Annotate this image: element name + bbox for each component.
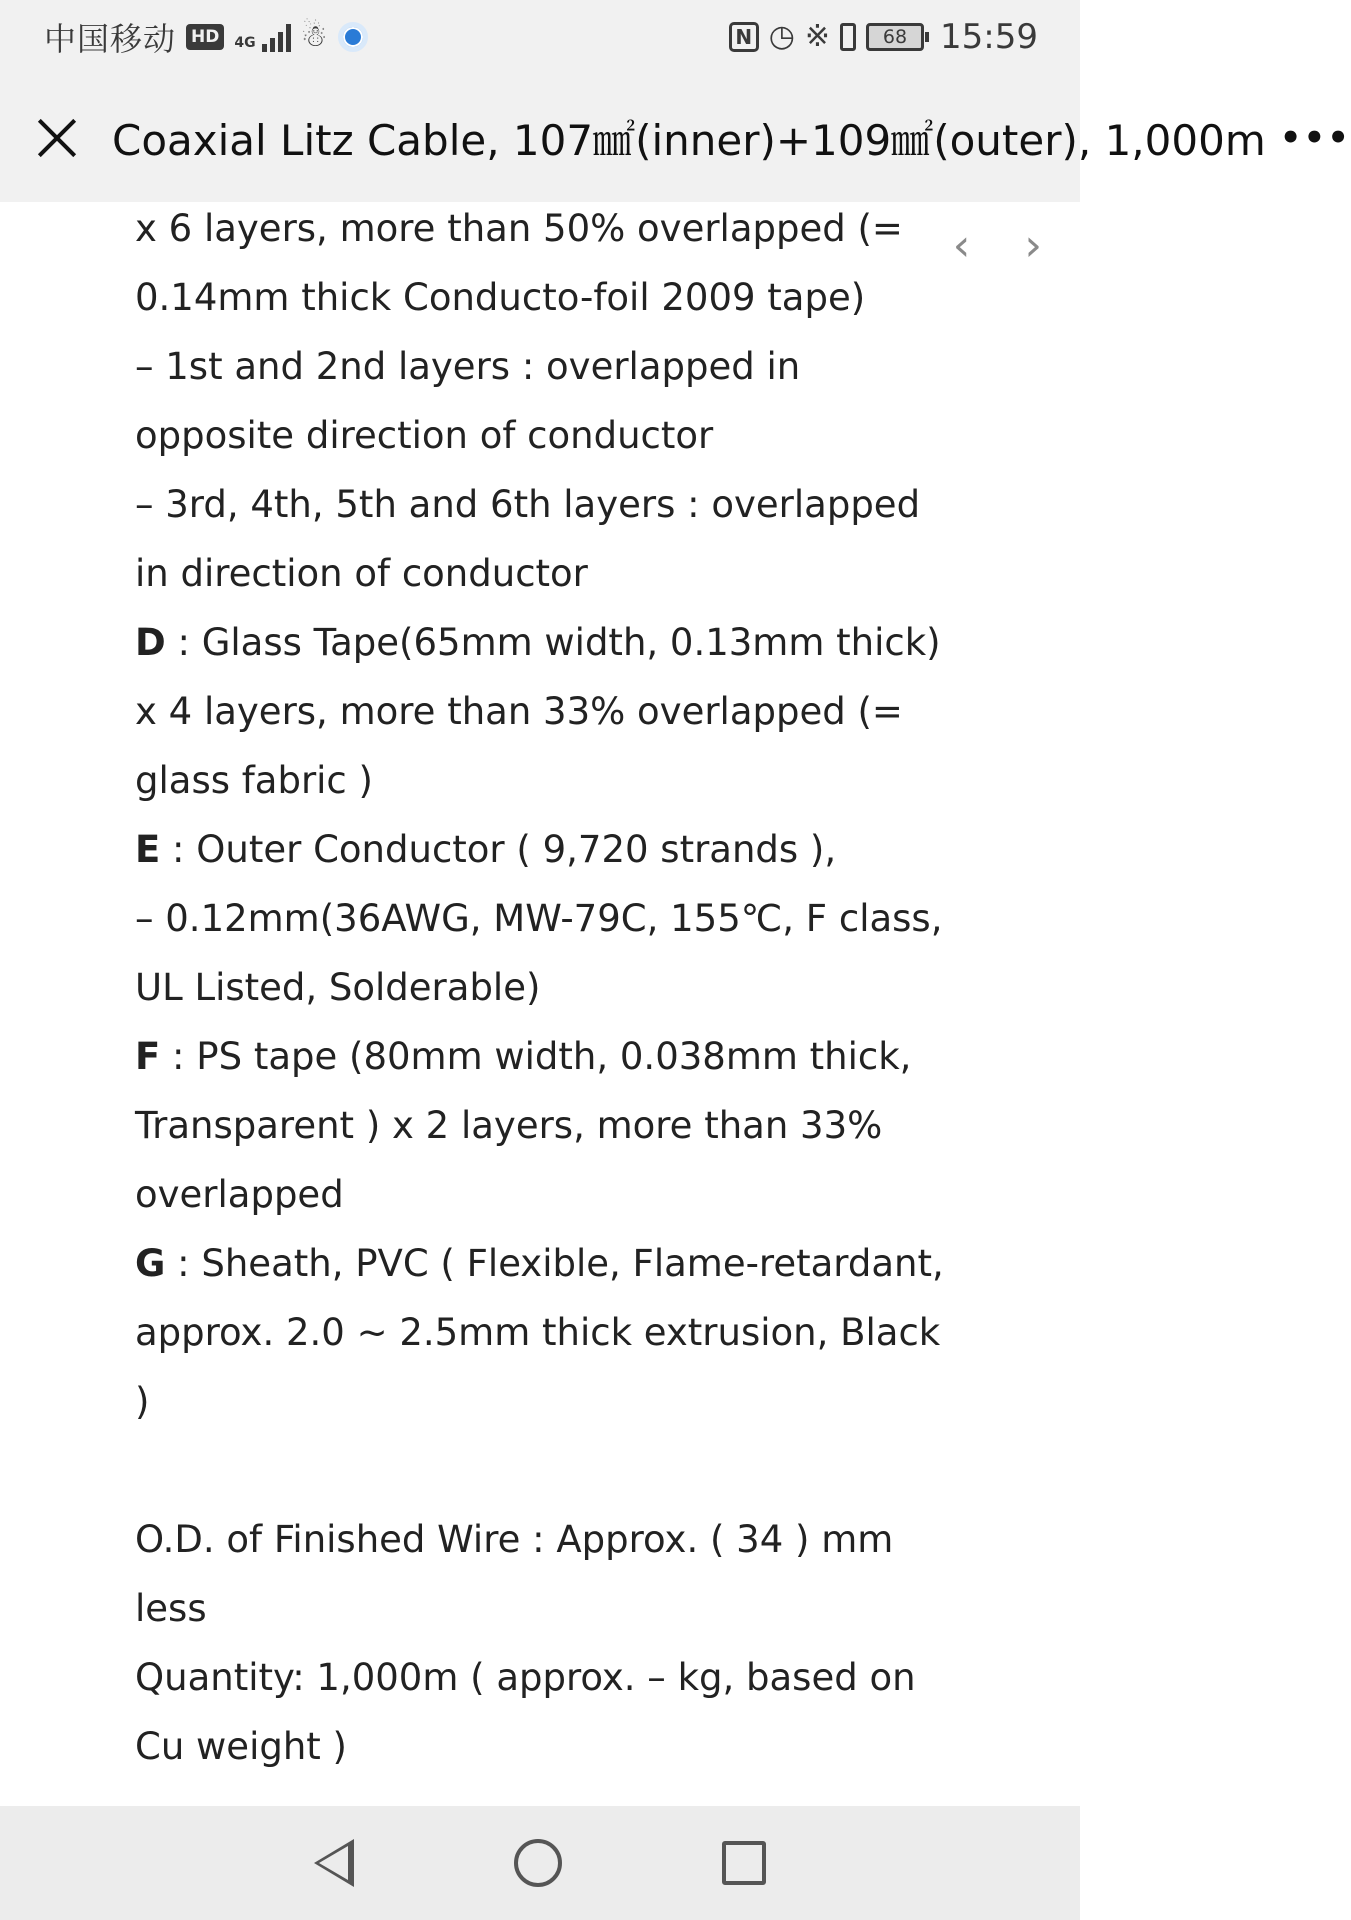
bluetooth-icon: ※: [804, 19, 831, 54]
section-letter: D: [135, 621, 166, 664]
article-line-text: UL Listed, Solderable): [135, 966, 541, 1009]
article-line-text: Quantity: 1,000m ( approx. – kg, based on: [135, 1656, 916, 1699]
article-line-text: – 0.12mm(36AWG, MW-79C, 155℃, F class,: [135, 897, 943, 940]
article-line: [135, 815, 955, 884]
article-line-text: ): [135, 1380, 150, 1423]
article-line: [135, 332, 955, 401]
article-line-text: – 3rd, 4th, 5th and 6th layers : overlapped: [135, 483, 921, 526]
hd-badge: HD: [186, 24, 224, 50]
article-line: [135, 1505, 955, 1574]
recent-apps-icon[interactable]: [722, 1841, 766, 1885]
article-line-text: x 6 layers, more than 50% overlapped (=: [135, 207, 903, 250]
alarm-icon: ◷: [768, 19, 795, 54]
battery-icon: 68: [866, 23, 924, 51]
article-line-text: : Glass Tape(65mm width, 0.13mm thick): [165, 621, 941, 664]
article-line-text: : Sheath, PVC ( Flexible, Flame-retardant,: [165, 1242, 944, 1285]
page-header: [0, 74, 1351, 202]
article-line-text: x 4 layers, more than 33% overlapped (=: [135, 690, 903, 733]
article-line: [135, 470, 955, 539]
status-right-group: [729, 17, 1038, 57]
article-line-text: Transparent ) x 2 layers, more than 33%: [135, 1104, 883, 1147]
article-line: [135, 539, 955, 608]
close-icon[interactable]: [34, 116, 78, 160]
article-nav-arrows: [952, 220, 1042, 271]
chevron-right-icon[interactable]: ›: [1024, 220, 1042, 271]
article-line-text: opposite direction of conductor: [135, 414, 714, 457]
article-line: [135, 401, 955, 470]
home-icon[interactable]: [514, 1839, 562, 1887]
article-line: [135, 194, 955, 263]
article-line: [135, 1091, 955, 1160]
status-bar: [0, 0, 1080, 74]
article-line-text: : PS tape (80mm width, 0.038mm thick,: [160, 1035, 912, 1078]
article-line: [135, 1574, 955, 1643]
app-notification-icon: [338, 22, 368, 52]
article-line-text: overlapped: [135, 1173, 344, 1216]
article-line: [135, 1022, 955, 1091]
article-line: [135, 1712, 955, 1781]
status-time: 15:59: [940, 17, 1038, 57]
article-line: [135, 746, 955, 815]
article-line: [135, 1298, 955, 1367]
article-body: [135, 194, 955, 1781]
article-line-text: – 1st and 2nd layers : overlapped in: [135, 345, 801, 388]
carrier-name: 中国移动: [44, 20, 177, 58]
article-line: [135, 1229, 955, 1298]
article-line: [135, 608, 955, 677]
section-letter: F: [135, 1035, 161, 1078]
more-options-button[interactable]: •••: [1279, 118, 1351, 158]
article-line: [135, 953, 955, 1022]
article-line-text: 0.14mm thick Conducto-foil 2009 tape): [135, 276, 866, 319]
article-line: [135, 884, 955, 953]
article-line-text: approx. 2.0 ~ 2.5mm thick extrusion, Black: [135, 1311, 941, 1354]
article-line-text: glass fabric ): [135, 759, 373, 802]
article-line: [135, 1436, 955, 1505]
article-line-text: : Outer Conductor ( 9,720 strands ),: [160, 828, 837, 871]
section-letter: E: [135, 828, 161, 871]
vibrate-icon: [840, 23, 856, 51]
article-line-text: Cu weight ): [135, 1725, 347, 1768]
section-letter: G: [135, 1242, 166, 1285]
back-icon[interactable]: [314, 1839, 354, 1887]
article-line: [135, 1643, 955, 1712]
article-line: [135, 263, 955, 332]
article-line: [135, 677, 955, 746]
article-line-text: in direction of conductor: [135, 552, 588, 595]
signal-icon: [262, 22, 291, 52]
article-line-text: less: [135, 1587, 207, 1630]
nfc-icon: N: [729, 22, 759, 52]
chevron-left-icon[interactable]: ‹: [952, 220, 971, 271]
system-nav-bar: [0, 1806, 1080, 1920]
article-line-text: O.D. of Finished Wire : Approx. ( 34 ) mm: [135, 1518, 894, 1561]
status-left-group: [44, 14, 368, 60]
qq-icon: ☃: [300, 19, 328, 54]
network-type: 4G: [234, 35, 256, 51]
article-line: [135, 1367, 955, 1436]
article-line: [135, 1160, 955, 1229]
page-title: Coaxial Litz Cable, 107㎟(inner)+109㎟(outer), 1,000m: [112, 116, 1266, 165]
article-content[interactable]: [0, 202, 1080, 1806]
